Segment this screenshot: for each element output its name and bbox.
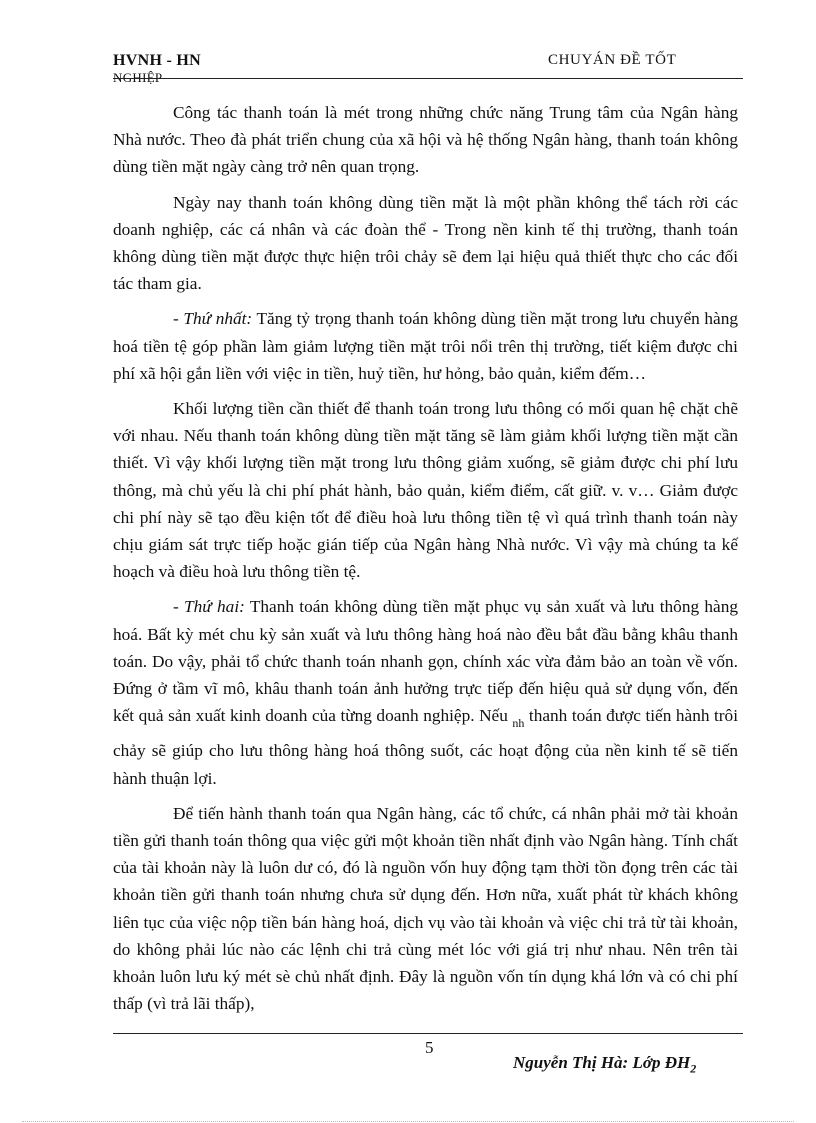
paragraph-1: Công tác thanh toán là mét trong những chức năng Trung tâm của Ngân hàng Nhà nước. Theo đà phát triển chung của xã hội và hệ thống Ngân hàng, thanh toán không dùng tiền mặt ngày càng trở nên quan trọng. (113, 103, 738, 177)
header-left-title: HVNH - HN (113, 52, 202, 69)
page-number: 5 (425, 1038, 434, 1057)
footer-author-name: Nguyễn Thị Hà: Lớp ĐH (513, 1053, 691, 1072)
paragraph-3-lead: - Thứ nhất: (173, 309, 253, 329)
header-divider (113, 78, 743, 79)
footer-divider (113, 1033, 743, 1034)
paragraph-6: Để tiến hành thanh toán qua Ngân hàng, các tổ chức, cá nhân phải mở tài khoản tiền gửi thanh toán thông qua việc gửi một khoản tiền nhất định vào Ngân hàng. Tính chất của tài khoản này là luôn dư có, đó là nguồn vốn huy động tạm thời tồn đọng trên các tài khoản tiền gửi thanh toán nhưng chưa sử dụng đến. Hơn nữa, xuất phát từ khách không liên tục của việc nộp tiền bán hàng hoá, dịch vụ vào tài khoản và việc chi trả từ tài khoản, do không phải lúc nào các lệnh chi trả cùng mét lóc với giá trị như nhau. Nên trên tài khoản luôn lưu ký mét sè chủ nhất định. Đây là nguồn vốn tín dụng khá lớn và có chi phí thấp (vì trả lãi thấp), (113, 803, 738, 1014)
header-right-title: CHUYÁN ĐỀ TỐT (548, 52, 677, 68)
paragraph-3 (113, 305, 738, 387)
paragraph-5-lead: - Thứ hai: (173, 597, 245, 617)
paragraph-3-text: Tăng tỷ trọng thanh toán không dùng tiền mặt trong lưu chuyển hàng hoá tiền tệ góp phần làm giảm lượng tiền mặt trôi nổi trên thị trường, tiết kiệm được chi phí xã hội gắn liền với việc in tiền, huỷ tiền, hư hỏng, bảo quản, kiểm đếm… (113, 309, 738, 383)
paragraph-5-subscript: nh (512, 716, 525, 731)
footer-author-subscript: 2 (690, 1061, 697, 1076)
footer-author (513, 1053, 696, 1076)
header-left-subtitle: NGHIỆP (113, 70, 163, 85)
paragraph-5-text-b: thanh toán được tiến hành trôi chảy sẽ giúp cho lưu thông hàng hoá thông suốt, các hoạt động của nền kinh tế sẽ tiến hành thuận lợi. (113, 706, 739, 788)
page-bottom-border (22, 1121, 794, 1122)
document-body (113, 99, 738, 1026)
paragraph-4: Khối lượng tiền cần thiết để thanh toán trong lưu thông có mối quan hệ chặt chẽ với nhau. Nếu thanh toán không dùng tiền mặt tăng sẽ làm giảm khối lượng tiền mặt cần thiết. Vì vậy khối lượng tiền mặt trong lưu thông giảm xuống, sẽ giảm được chi phí lưu thông, mà chủ yếu là chi phí phát hành, bảo quản, kiểm điểm, cất giữ. v. v… Giảm được chi phí này sẽ tạo đều kiện tốt để điều hoà lưu thông tiền tệ vì quá trình thanh toán này chịu giám sát trực tiếp hoặc gián tiếp của Ngân hàng Nhà nước. Vì vậy mà chúng ta kế hoạch và điều hoà lưu thông tiền tệ. (113, 399, 738, 582)
paragraph-5-text-a: Thanh toán không dùng tiền mặt phục vụ sản xuất và lưu thông hàng hoá. Bất kỳ mét chu kỳ sản xuất và lưu thông hàng hoá nào đều bắt đầu bằng khâu thanh toán. Do vậy, phải tổ chức thanh toán nhanh gọn, chính xác vừa đảm bảo an toàn về vốn. Đứng ở tầm vĩ mô, khâu thanh toán ảnh hưởng trực tiếp đến hiệu quả sử dụng vốn, đến kết quả sản xuất kinh doanh của từng doanh nghiệp. Nếu (113, 597, 738, 726)
paragraph-2: Ngày nay thanh toán không dùng tiền mặt là một phần không thể tách rời các doanh nghiệp, các cá nhân và các đoàn thể - Trong nền kinh tế thị trường, thanh toán không dùng tiền mặt được thực hiện trôi chảy sẽ đem lại hiệu quả thiết thực cho các đối tác tham gia. (113, 192, 738, 294)
paragraph-5 (113, 593, 738, 791)
